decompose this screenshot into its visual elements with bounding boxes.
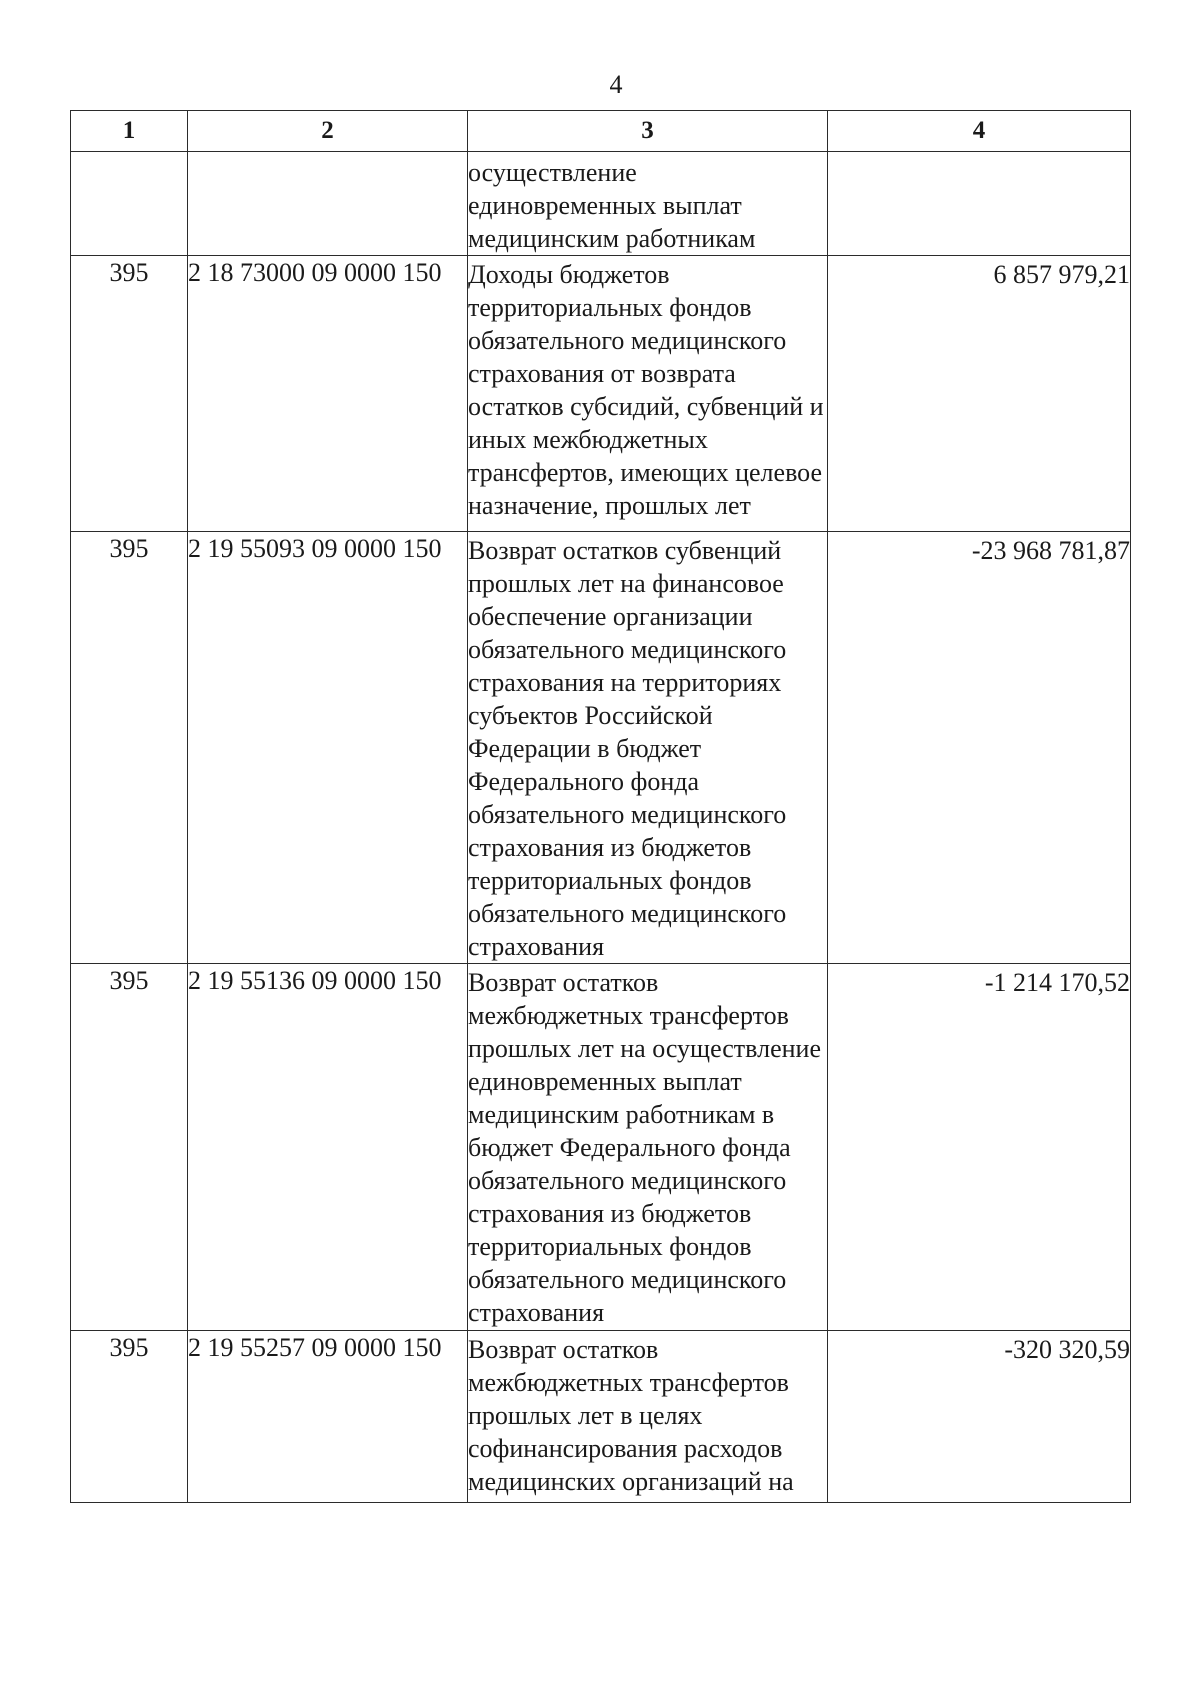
amount-cell: 6 857 979,21 [828, 256, 1131, 532]
budget-code-cell: 2 18 73000 09 0000 150 [188, 256, 468, 532]
column-header-4: 4 [828, 111, 1131, 152]
amount-cell [828, 152, 1131, 256]
admin-code-cell: 395 [71, 256, 188, 532]
budget-revenue-table [70, 110, 1131, 1503]
table-row [71, 964, 1131, 1331]
budget-code-cell: 2 19 55136 09 0000 150 [188, 964, 468, 1331]
description-cell: Доходы бюджетов территориальных фондов обязательного медицинского страхования от возврата остатков субсидий, субвенций и иных межбюджетных трансфертов, имеющих целевое назначение, прошлых лет [468, 256, 828, 532]
budget-code-cell [188, 152, 468, 256]
amount-cell: -1 214 170,52 [828, 964, 1131, 1331]
admin-code-cell: 395 [71, 964, 188, 1331]
amount-cell: -23 968 781,87 [828, 532, 1131, 964]
description-cell: осуществление единовременных выплат медицинским работникам [468, 152, 828, 256]
table-row [71, 532, 1131, 964]
description-cell: Возврат остатков межбюджетных трансфертов прошлых лет на осуществление единовременных выплат медицинским работникам в бюджет Федерального фонда обязательного медицинского страхования из бюджетов территориальных фондов обязательного медицинского страхования [468, 964, 828, 1331]
table-header-row [71, 111, 1131, 152]
description-cell: Возврат остатков субвенций прошлых лет на финансовое обеспечение организации обязательного медицинского страхования на территориях субъектов Российской Федерации в бюджет Федерального фонда обязательного медицинского страхования из бюджетов территориальных фондов обязательного медицинского страхования [468, 532, 828, 964]
table-row [71, 256, 1131, 532]
column-header-3: 3 [468, 111, 828, 152]
admin-code-cell [71, 152, 188, 256]
column-header-1: 1 [71, 111, 188, 152]
table-row-continuation [71, 152, 1131, 256]
page-number: 4 [609, 70, 623, 99]
admin-code-cell: 395 [71, 1331, 188, 1503]
description-cell: Возврат остатков межбюджетных трансфертов прошлых лет в целях софинансирования расходов медицинских организаций на [468, 1331, 828, 1503]
column-header-2: 2 [188, 111, 468, 152]
budget-code-cell: 2 19 55257 09 0000 150 [188, 1331, 468, 1503]
amount-cell: -320 320,59 [828, 1331, 1131, 1503]
admin-code-cell: 395 [71, 532, 188, 964]
budget-code-cell: 2 19 55093 09 0000 150 [188, 532, 468, 964]
table-row [71, 1331, 1131, 1503]
